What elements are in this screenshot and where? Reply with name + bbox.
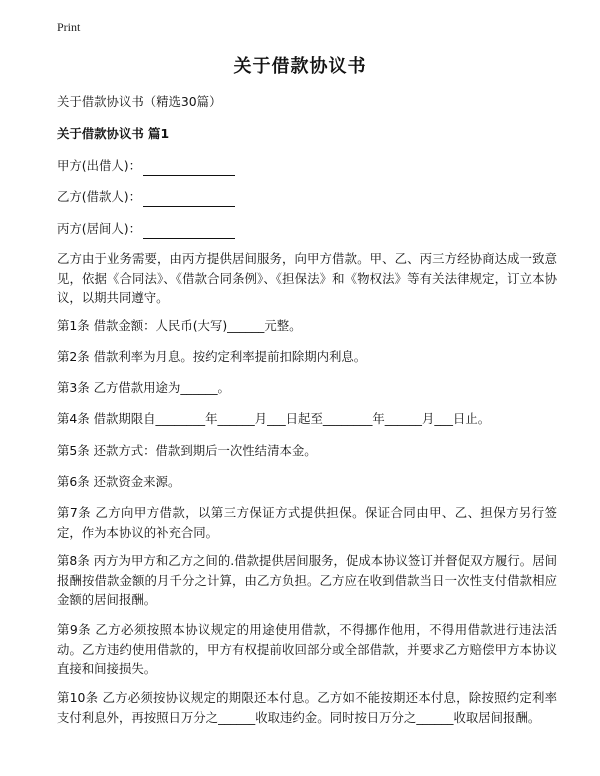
intro-paragraph: 乙方由于业务需要，由丙方提供居间服务，向甲方借款。甲、乙、丙三方经协商达成一致意见，依据《合同法》、《借款合同条例》、《担保法》和《物权法》等有关法律规定，订立本协议，以期共同遵守。 <box>57 251 557 305</box>
article-9: 第9条 乙方必须按照本协议规定的用途使用借款，不得挪作他用，不得用借款进行违法活动。乙方违约使用借款的，甲方有权提前收回部分或全部借款，并要求乙方赔偿甲方本协议直接和间接损失。 <box>57 622 557 676</box>
document-subtitle: 关于借款协议书（精选30篇） <box>57 94 222 109</box>
party-lender-label: 甲方(出借人)： <box>57 158 142 173</box>
section-heading: 关于借款协议书 篇1 <box>57 126 170 141</box>
party-borrower-line <box>57 187 235 207</box>
article-6: 第6条 还款资金来源。 <box>57 474 181 489</box>
party-intermediary-line <box>57 219 235 239</box>
party-intermediary-blank <box>143 224 235 239</box>
article-5: 第5条 还款方式：借款到期后一次性结清本金。 <box>57 443 317 458</box>
article-10: 第10条 乙方必须按协议规定的期限还本付息。乙方如不能按期还本付息，除按照约定利率支付利息外，再按照日万分之______收取违约金。同时按日万分之______收取居间报酬。 <box>57 690 557 725</box>
print-link[interactable]: Print <box>57 20 81 34</box>
party-borrower-label: 乙方(借款人)： <box>57 189 142 204</box>
party-borrower-blank <box>143 192 235 207</box>
document-title: 关于借款协议书 <box>233 56 367 77</box>
article-1: 第1条 借款金额：人民币(大写)______元整。 <box>57 318 302 333</box>
article-8: 第8条 丙方为甲方和乙方之间的.借款提供居间服务，促成本协议签订并督促双方履行。居间报酬按借款金额的月千分之计算，由乙方负担。乙方应在收到借款当日一次性支付借款相应金额的居间报酬。 <box>57 553 557 607</box>
article-3: 第3条 乙方借款用途为______。 <box>57 380 230 395</box>
party-lender-blank <box>143 161 235 176</box>
article-7: 第7条 乙方向甲方借款，以第三方保证方式提供担保。保证合同由甲、乙、担保方另行签定，作为本协议的补充合同。 <box>57 505 557 540</box>
article-4: 第4条 借款期限自________年______月___日起至________年______月___日止。 <box>57 411 491 426</box>
party-intermediary-label: 丙方(居间人)： <box>57 221 142 236</box>
article-2: 第2条 借款利率为月息。按约定利率提前扣除期内利息。 <box>57 349 367 364</box>
party-lender-line <box>57 156 235 176</box>
